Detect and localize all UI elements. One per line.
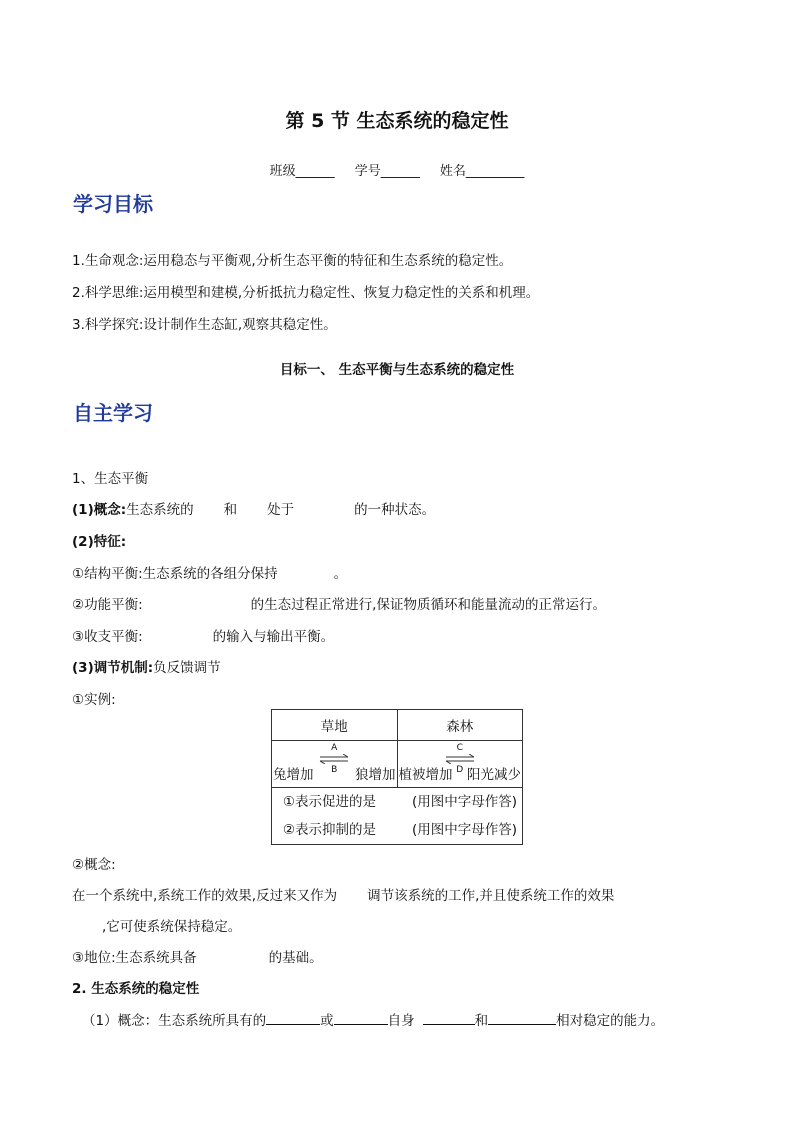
blank-10[interactable]: [334, 1010, 388, 1025]
status-text: ③地位:生态系统具备: [72, 950, 197, 966]
learning-objectives-heading: 学习目标: [73, 192, 153, 216]
forest-cycle: [397, 741, 523, 788]
grassland-cycle: [272, 741, 398, 788]
objective-3: 3.科学探究:设计制作生态缸,观察其稳定性。: [72, 317, 337, 333]
blank-9[interactable]: [266, 1010, 320, 1025]
concept-text-1: 生态系统的: [126, 502, 194, 518]
blank-11[interactable]: [423, 1010, 475, 1025]
features-label: (2)特征:: [72, 534, 127, 550]
stability-section-title: 2. 生态系统的稳定性: [72, 981, 200, 997]
budget-text: 的输入与输出平衡。: [212, 629, 335, 645]
regulation-value: 负反馈调节: [153, 660, 221, 676]
student-id-field[interactable]: 学号______: [354, 164, 420, 179]
objective-1: 1.生命观念:运用稳态与平衡观,分析生态平衡的特征和生态系统的稳定性。: [72, 253, 513, 269]
functional-text: 的生态过程正常进行,保证物质循环和能量流动的正常运行。: [250, 597, 606, 613]
header-grassland: 草地: [272, 710, 398, 741]
self-study-heading: 自主学习: [73, 401, 153, 425]
name-field[interactable]: 姓名_________: [439, 164, 525, 179]
stability-concept: [82, 1009, 664, 1029]
concept-2-label: ②概念:: [72, 857, 116, 873]
feedback-definition-1: [72, 884, 614, 904]
blank-12[interactable]: [488, 1010, 556, 1025]
question-cell: [272, 788, 523, 845]
goal-one-title: 目标一、 生态平衡与生态系统的稳定性: [279, 362, 515, 378]
feedback-definition-2: ,它可使系统保持稳定。: [102, 919, 242, 935]
class-field[interactable]: 班级______: [269, 164, 335, 179]
question-inhibit-text: ②表示抑制的是: [282, 822, 377, 838]
concept-text-3: 处于: [267, 502, 295, 518]
question-promote: [278, 788, 522, 816]
stability-text-2: 或: [320, 1013, 334, 1029]
structural-end: 。: [333, 566, 348, 582]
concept-text-2: 和: [223, 502, 238, 518]
feedback-text-2: 调节该系统的工作,并且使系统工作的效果: [367, 888, 615, 904]
concept-label: (1)概念:: [72, 502, 127, 518]
regulation-label: (3)调节机制:: [72, 660, 154, 676]
wolf-increase: 狼增加: [355, 767, 396, 783]
student-info: [0, 160, 794, 179]
label-a: A: [331, 743, 338, 753]
stability-text-3: 自身: [387, 1013, 415, 1029]
budget-label: ③收支平衡:: [72, 629, 143, 645]
label-c: C: [456, 743, 463, 753]
ecological-balance-label: 1、生态平衡: [72, 471, 149, 487]
hint-2: (用图中字母作答): [412, 822, 518, 838]
label-d: D: [456, 765, 464, 775]
double-arrow-icon: [318, 754, 350, 764]
feedback-example-table: [271, 709, 523, 845]
budget-balance: [72, 625, 334, 645]
question-inhibit: [278, 816, 522, 844]
status-line: [72, 946, 323, 966]
vegetation-increase: 植被增加: [398, 767, 453, 783]
stability-text-1: （1）概念：生态系统所具有的: [82, 1013, 267, 1029]
regulation-mechanism: [72, 656, 221, 676]
feedback-text-1: 在一个系统中,系统工作的效果,反过来又作为: [72, 888, 338, 904]
sunlight-decrease: 阳光减少: [467, 767, 521, 783]
objective-2: 2.科学思维:运用模型和建模,分析抵抗力稳定性、恢复力稳定性的关系和机理。: [72, 285, 540, 301]
hint-1: (用图中字母作答): [412, 794, 518, 810]
label-b: B: [331, 765, 338, 775]
stability-text-5: 相对稳定的能力。: [556, 1013, 665, 1029]
example-label: ①实例:: [72, 692, 116, 708]
header-forest: 森林: [397, 710, 523, 741]
page-title: 第 5 节 生态系统的稳定性: [285, 110, 509, 132]
structural-balance: [72, 562, 347, 582]
functional-balance: [72, 593, 606, 613]
stability-text-4: 和: [474, 1013, 489, 1029]
status-end: 的基础。: [268, 950, 323, 966]
concept-line: [72, 498, 435, 518]
rabbit-increase: 兔增加: [273, 767, 314, 783]
question-promote-text: ①表示促进的是: [282, 794, 377, 810]
functional-label: ②功能平衡:: [72, 597, 143, 613]
concept-text-4: 的一种状态。: [354, 502, 436, 518]
structural-text: ①结构平衡:生态系统的各组分保持: [72, 566, 278, 582]
